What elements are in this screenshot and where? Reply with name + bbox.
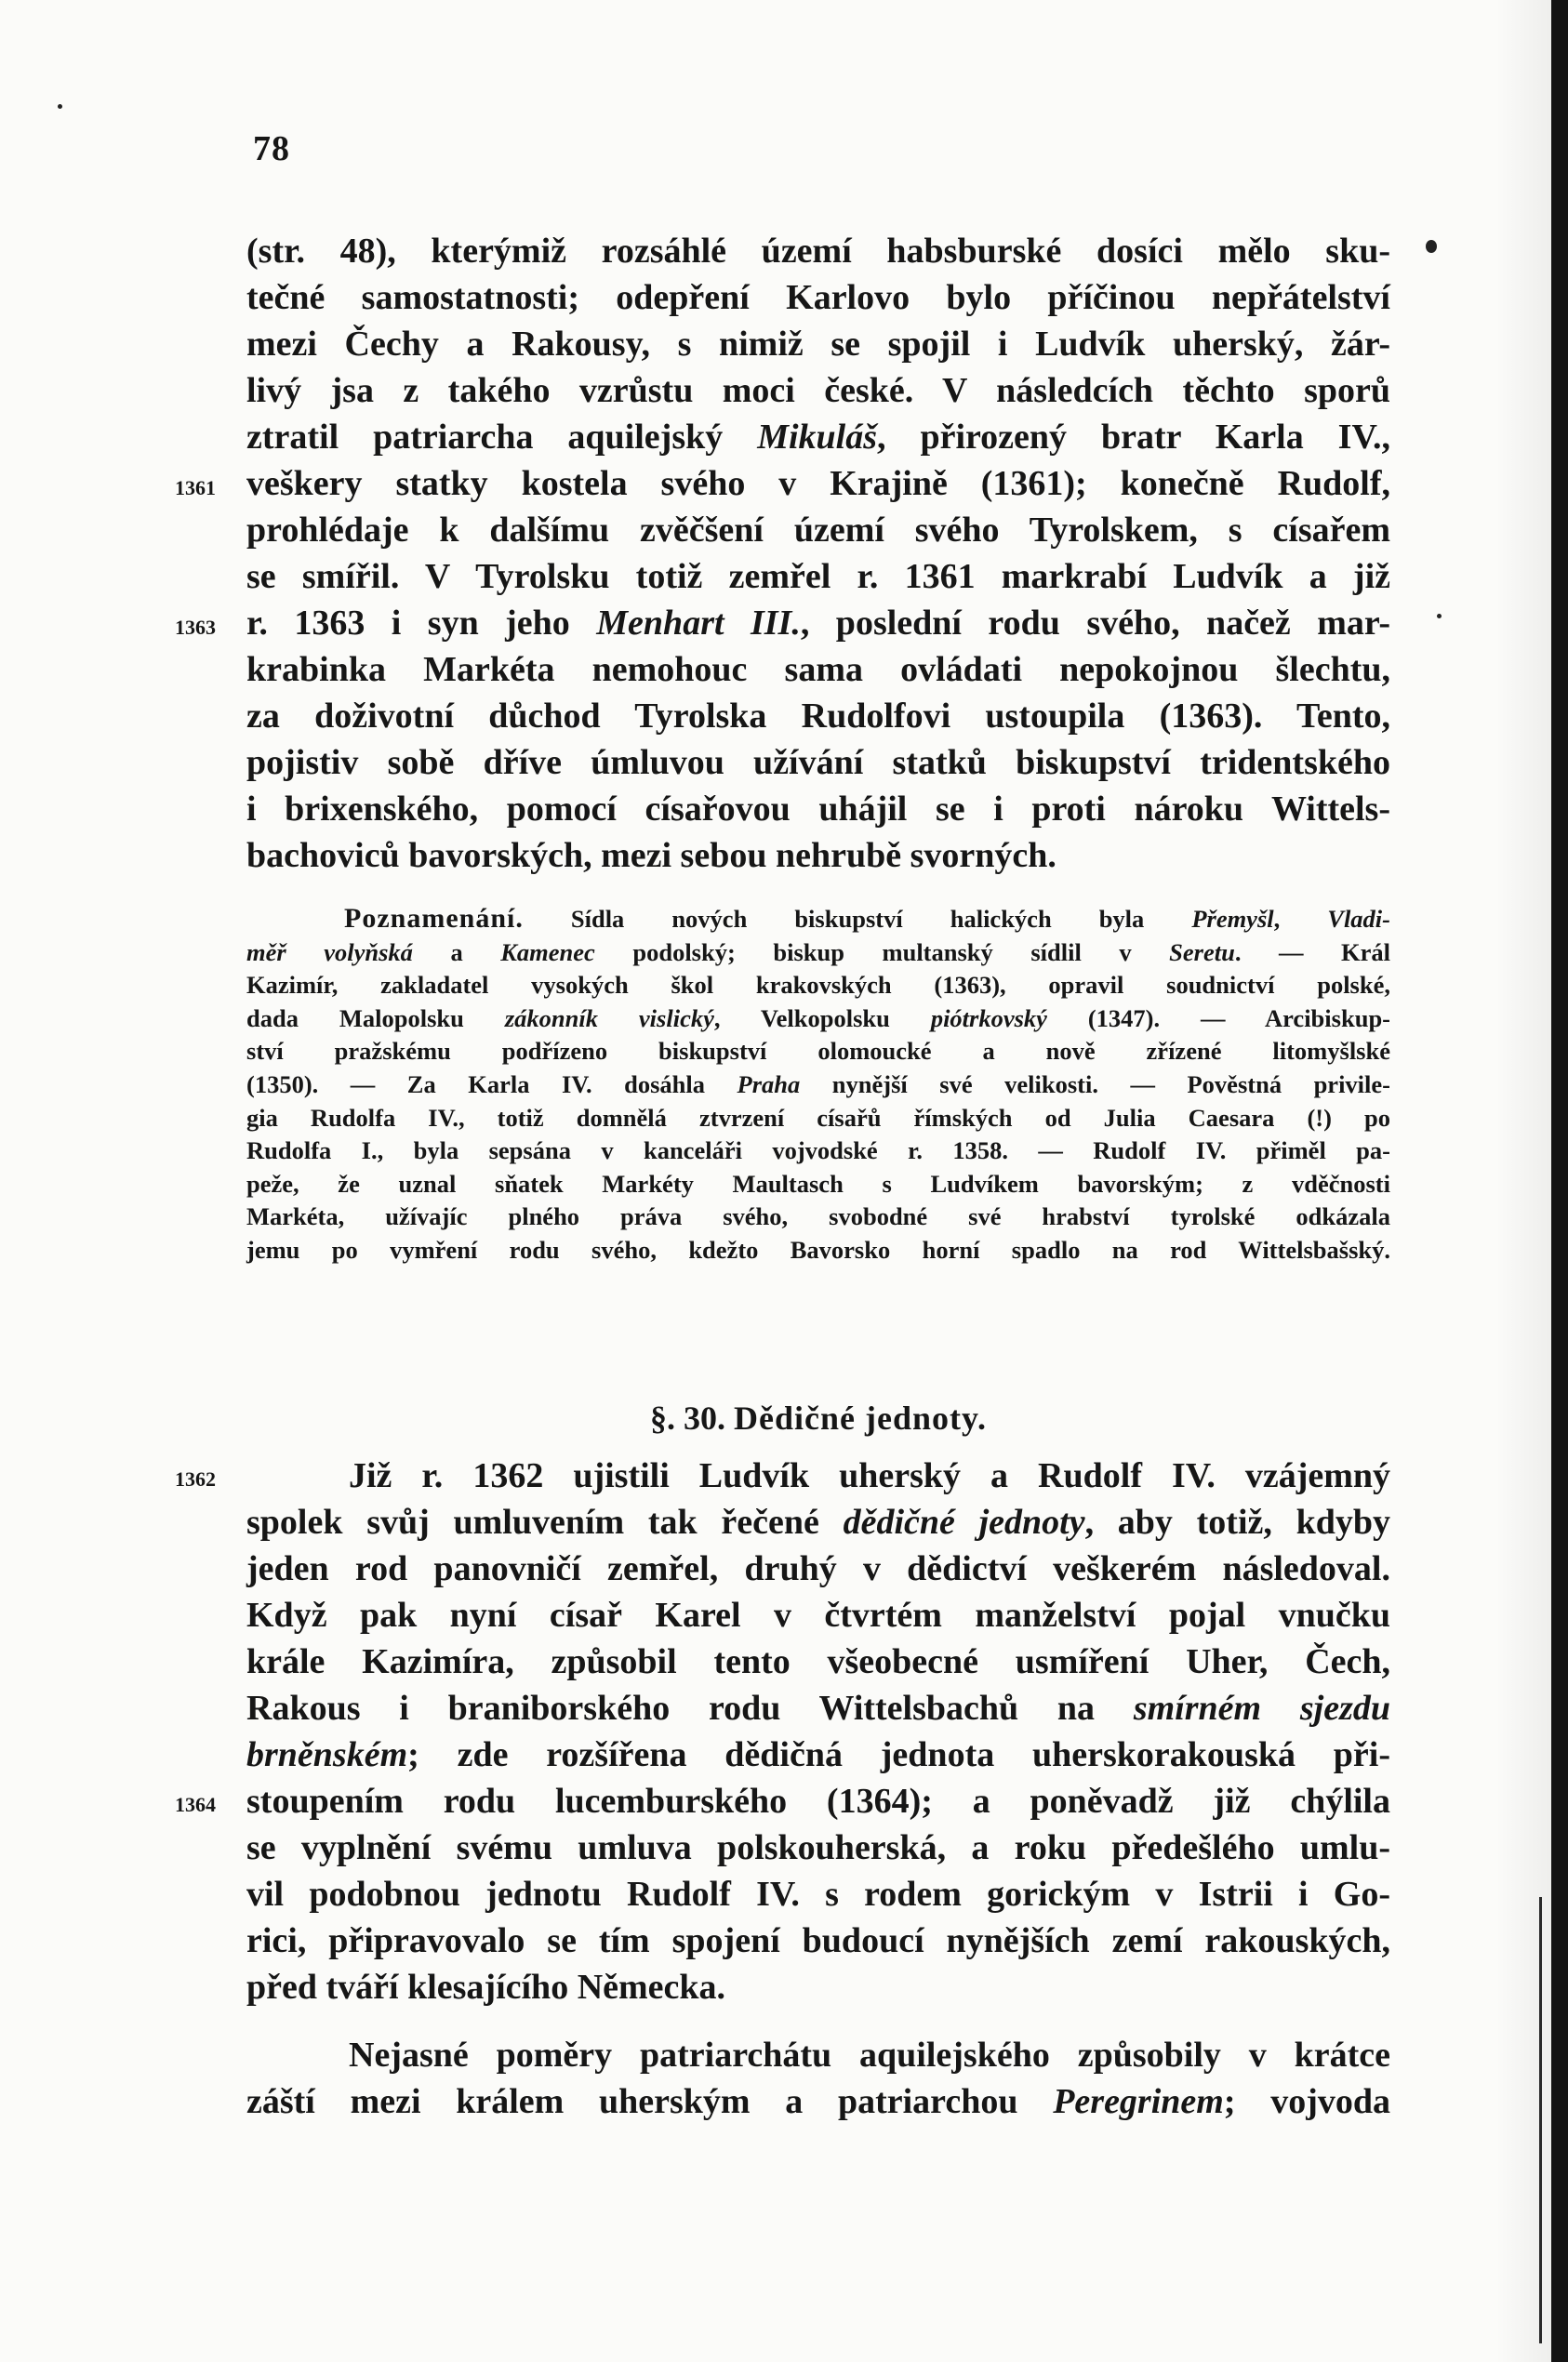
print-speck (1437, 614, 1442, 618)
section-heading (246, 1395, 1390, 1441)
italic-name: měř volyňská (246, 937, 413, 966)
paragraph-2 (246, 1453, 1390, 2010)
italic-term: dědičné jednoty (843, 1503, 1085, 1542)
text-line: tečné samostatnosti; odepření Karlovo bylo příčinou nepřátelství (246, 278, 1390, 317)
italic-name: Vladi- (1327, 905, 1390, 933)
text-line: před tváří klesajícího Německa. (246, 1968, 726, 2007)
italic-name: piótrkovský (930, 1003, 1047, 1032)
text-line: prohlédaje k dalšímu zvěčšení území svého Tyrolskem, s císařem (246, 511, 1390, 550)
note-line: Markéta, užívajíc plného práva svého, svobodné své hrabství tyrolské odkázala (246, 1202, 1390, 1231)
text-run: , Velkopolsku (713, 1003, 931, 1032)
margin-year-1363: 1363 (175, 616, 216, 639)
footnote (246, 902, 1390, 1267)
section-number: §. 30. (650, 1400, 725, 1437)
text-line: veškery statky kostela svého v Krajině (1361); konečně Rudolf, (246, 464, 1390, 503)
text-run: (1350). — Za Karla IV. dosáhla (246, 1069, 737, 1098)
text-run: spolek svůj umluvením tak řečené (246, 1503, 844, 1542)
text-run: podolský; biskup multanský sídlil v (594, 937, 1170, 966)
text-run: . — Král (1234, 937, 1391, 966)
margin-year-1362: 1362 (175, 1467, 216, 1491)
margin-year-1361: 1361 (175, 476, 216, 499)
text-line (246, 600, 1390, 646)
text-line: pojistiv sobě dříve úmluvou užívání statků biskupství tridentského (246, 743, 1390, 782)
italic-term: smírném sjezdu (1133, 1689, 1390, 1728)
note-line: jemu po vymření rodu svého, kdežto Bavorsko horní spadlo na rod Wittelsbašský. (246, 1235, 1390, 1264)
note-line: peže, že uznal sňatek Markéty Maultasch s Ludvíkem bavorským; z vděčnosti (246, 1169, 1390, 1198)
text-run: , přirozený bratr Karla IV., (877, 418, 1390, 457)
italic-name: Přemyšl (1191, 905, 1274, 933)
text-run: Rakous i braniborského rodu Wittelsbachů na (246, 1689, 1134, 1728)
italic-name: Menhart III. (596, 604, 801, 643)
italic-name: Seretu (1169, 937, 1235, 966)
note-line (246, 902, 1390, 936)
page-number: 78 (253, 129, 290, 168)
text-run: ztratil patriarcha aquilejský (246, 418, 758, 457)
text-line: stoupením rodu lucemburského (1364); a poněvadž již chýlila (246, 1782, 1390, 1821)
text-line: se smířil. V Tyrolsku totiž zemřel r. 1361 markrabí Ludvík a již (246, 557, 1390, 596)
text-line (246, 1453, 1390, 1499)
text-line: (str. 48), kterýmiž rozsáhlé území habsburské dosíci mělo sku- (246, 232, 1390, 271)
note-line: ství pražskému podřízeno biskupství olomoucké a nově zřízené litomyšlské (246, 1037, 1390, 1066)
print-speck (58, 104, 62, 109)
note-line (246, 1002, 1390, 1036)
text-line (246, 1732, 1390, 1778)
italic-name: Peregrinem (1053, 2082, 1224, 2121)
text-run: Nejasné poměry patriarchátu aquilejského způsobily v krátce (349, 2036, 1390, 2075)
text-run: Sídla nových biskupství halických byla (523, 905, 1192, 933)
text-line: Když pak nyní císař Karel v čtvrtém manželství pojal vnučku (246, 1596, 1390, 1635)
italic-name: Kamenec (500, 937, 595, 966)
note-line: gia Rudolfa IV., totiž domnělá ztvrzení císařů římských od Julia Caesara (!) po (246, 1103, 1390, 1132)
text-run: , aby totiž, kdyby (1084, 1503, 1390, 1542)
note-label: Poznamenání. (344, 903, 524, 934)
note-line: Rudolfa I., byla sepsána v kanceláři vojvodské r. 1358. — Rudolf IV. přiměl pa- (246, 1136, 1390, 1165)
text-line (246, 414, 1390, 460)
text-line: livý jsa z takého vzrůstu moci české. V následcích těchto sporů (246, 371, 1390, 410)
text-run: , (1273, 905, 1328, 933)
note-line: Kazimír, zakladatel vysokých škol krakovských (1363), opravil soudnictví polské, (246, 971, 1390, 1000)
note-line (246, 1068, 1390, 1102)
print-speck (1426, 240, 1437, 253)
text-run: záští mezi králem uherským a patriarchou (246, 2082, 1054, 2121)
text-line (246, 1685, 1390, 1732)
text-line: i brixenského, pomocí císařovou uhájil se i proti nároku Wittels- (246, 790, 1390, 829)
text-run: dada Malopolsku (246, 1003, 505, 1032)
paragraph-3 (246, 2032, 1390, 2125)
section-title: Dědičné jednoty. (734, 1400, 987, 1437)
text-line: za doživotní důchod Tyrolska Rudolfovi ustoupila (1363). Tento, (246, 697, 1390, 736)
paragraph-1 (246, 228, 1390, 879)
text-line: krabinka Markéta nemohouc sama ovládati nepokojnou šlechtu, (246, 650, 1390, 689)
text-line: jeden rod panovničí zemřel, druhý v dědictví veškerém následoval. (246, 1549, 1390, 1588)
italic-name: Mikuláš (757, 418, 878, 457)
text-run: ; zde rozšířena dědičná jednota uherskorakouská při- (407, 1735, 1390, 1774)
margin-year-1364: 1364 (175, 1793, 216, 1816)
italic-name: zákonník vislický (504, 1003, 714, 1032)
italic-term: brněnském (246, 1735, 408, 1774)
text-line: vil podobnou jednotu Rudolf IV. s rodem gorickým v Istrii i Go- (246, 1875, 1390, 1914)
text-line: bachoviců bavorských, mezi sebou nehrubě svorných. (246, 836, 1056, 875)
text-line: rici, připravovalo se tím spojení budoucí nynějších zemí rakouských, (246, 1921, 1390, 1960)
text-line: se vyplnění svému umluva polskouherská, a roku předešlého umlu- (246, 1828, 1390, 1867)
text-run: , poslední rodu svého, načež mar- (800, 604, 1391, 643)
text-line: mezi Čechy a Rakousy, s nimiž se spojil i Ludvík uherský, žár- (246, 325, 1390, 364)
text-run: Již r. 1362 ujistili Ludvík uherský a Rudolf IV. vzájemný (349, 1456, 1390, 1495)
page-edge-shadow (1495, 0, 1551, 2362)
text-line (246, 2078, 1390, 2125)
italic-name: Praha (737, 1069, 801, 1098)
text-run: nynější své velikosti. — Pověstná privile- (800, 1069, 1390, 1098)
text-run: a (412, 937, 501, 966)
text-line (246, 2032, 1390, 2078)
text-run: r. 1363 i syn jeho (246, 604, 597, 643)
text-line (246, 1499, 1390, 1546)
text-line: krále Kazimíra, způsobil tento všeobecné usmíření Uher, Čech, (246, 1642, 1390, 1681)
note-line (246, 936, 1390, 970)
binding-edge (1539, 1897, 1542, 2343)
text-run: ; vojvoda (1223, 2082, 1390, 2121)
text-run: (1347). — Arcibiskup- (1046, 1003, 1391, 1032)
